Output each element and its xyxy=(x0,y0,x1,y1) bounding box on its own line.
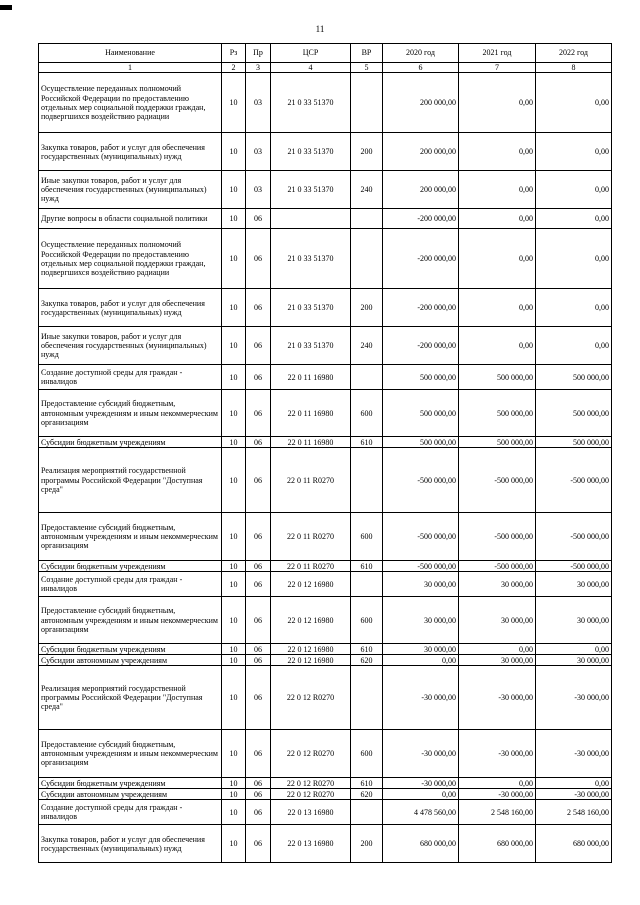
row-vr: 600 xyxy=(351,390,383,437)
row-rz: 10 xyxy=(222,437,246,448)
row-2022: 0,00 xyxy=(536,229,612,289)
row-rz: 10 xyxy=(222,666,246,730)
row-2020: 500 000,00 xyxy=(383,390,459,437)
row-2022: -500 000,00 xyxy=(536,561,612,572)
row-name: Реализация мероприятий государственной программы Российской Федерации "Доступная среда" xyxy=(39,666,222,730)
row-vr: 610 xyxy=(351,644,383,655)
row-pr: 03 xyxy=(246,73,271,133)
row-csr: 22 0 11 R0270 xyxy=(271,561,351,572)
row-2021: 30 000,00 xyxy=(459,655,536,666)
row-2022: -500 000,00 xyxy=(536,513,612,561)
row-rz: 10 xyxy=(222,561,246,572)
row-2020: 680 000,00 xyxy=(383,825,459,863)
row-rz: 10 xyxy=(222,171,246,209)
row-name: Закупка товаров, работ и услуг для обеспечения государственных (муниципальных) нужд xyxy=(39,825,222,863)
row-2021: 500 000,00 xyxy=(459,437,536,448)
column-number: 6 xyxy=(383,63,459,73)
row-2021: 0,00 xyxy=(459,229,536,289)
column-number: 8 xyxy=(536,63,612,73)
row-2020: -30 000,00 xyxy=(383,730,459,778)
row-2022: 500 000,00 xyxy=(536,390,612,437)
column-number: 4 xyxy=(271,63,351,73)
row-pr: 06 xyxy=(246,655,271,666)
row-2020: -500 000,00 xyxy=(383,561,459,572)
row-2020: -500 000,00 xyxy=(383,448,459,513)
row-rz: 10 xyxy=(222,597,246,644)
row-name: Субсидии автономным учреждениям xyxy=(39,655,222,666)
row-pr: 06 xyxy=(246,448,271,513)
table-row xyxy=(39,209,612,229)
row-2021: -500 000,00 xyxy=(459,561,536,572)
row-2022: -30 000,00 xyxy=(536,666,612,730)
row-2022: 680 000,00 xyxy=(536,825,612,863)
table-row xyxy=(39,666,612,730)
table-row xyxy=(39,229,612,289)
table-row xyxy=(39,778,612,789)
row-csr: 21 0 33 51370 xyxy=(271,133,351,171)
table-row xyxy=(39,437,612,448)
row-vr: 610 xyxy=(351,437,383,448)
budget-table-body xyxy=(39,73,612,863)
row-pr: 06 xyxy=(246,644,271,655)
row-rz: 10 xyxy=(222,209,246,229)
row-name: Закупка товаров, работ и услуг для обеспечения государственных (муниципальных) нужд xyxy=(39,289,222,327)
row-pr: 06 xyxy=(246,437,271,448)
header-vr: ВР xyxy=(351,44,383,63)
row-csr: 21 0 33 51370 xyxy=(271,171,351,209)
row-csr: 22 0 12 R0270 xyxy=(271,778,351,789)
row-vr: 200 xyxy=(351,133,383,171)
row-vr xyxy=(351,800,383,825)
row-rz: 10 xyxy=(222,289,246,327)
table-row xyxy=(39,390,612,437)
row-csr: 22 0 13 16980 xyxy=(271,800,351,825)
row-2020: -200 000,00 xyxy=(383,229,459,289)
row-pr: 06 xyxy=(246,513,271,561)
row-name: Субсидии автономным учреждениям xyxy=(39,789,222,800)
row-rz: 10 xyxy=(222,778,246,789)
row-2022: 500 000,00 xyxy=(536,437,612,448)
row-name: Иные закупки товаров, работ и услуг для обеспечения государственных (муниципальных) нужд xyxy=(39,327,222,365)
row-pr: 06 xyxy=(246,778,271,789)
page-number: 11 xyxy=(315,24,325,34)
row-2022: 30 000,00 xyxy=(536,655,612,666)
row-vr: 620 xyxy=(351,789,383,800)
row-pr: 06 xyxy=(246,365,271,390)
row-2021: 30 000,00 xyxy=(459,572,536,597)
row-rz: 10 xyxy=(222,229,246,289)
header-rz: Рз xyxy=(222,44,246,63)
column-number: 2 xyxy=(222,63,246,73)
header-csr: ЦСР xyxy=(271,44,351,63)
row-2022: 0,00 xyxy=(536,133,612,171)
row-2020: -500 000,00 xyxy=(383,513,459,561)
row-name: Предоставление субсидий бюджетным, автономным учреждениям и иным некоммерческим организациям xyxy=(39,513,222,561)
row-2022: -500 000,00 xyxy=(536,448,612,513)
row-2022: 0,00 xyxy=(536,171,612,209)
row-2022: 0,00 xyxy=(536,778,612,789)
row-vr: 200 xyxy=(351,825,383,863)
row-2022: 30 000,00 xyxy=(536,572,612,597)
row-csr: 22 0 13 16980 xyxy=(271,825,351,863)
row-2022: 0,00 xyxy=(536,289,612,327)
table-row xyxy=(39,597,612,644)
table-row xyxy=(39,448,612,513)
row-2021: -500 000,00 xyxy=(459,448,536,513)
row-csr: 22 0 12 16980 xyxy=(271,597,351,644)
row-pr: 06 xyxy=(246,209,271,229)
table-row xyxy=(39,289,612,327)
row-vr: 610 xyxy=(351,778,383,789)
row-2020: 200 000,00 xyxy=(383,171,459,209)
row-vr: 610 xyxy=(351,561,383,572)
row-vr xyxy=(351,73,383,133)
table-row xyxy=(39,561,612,572)
row-csr xyxy=(271,209,351,229)
row-vr: 200 xyxy=(351,289,383,327)
row-rz: 10 xyxy=(222,390,246,437)
row-name: Предоставление субсидий бюджетным, автономным учреждениям и иным некоммерческим организациям xyxy=(39,730,222,778)
row-2021: 30 000,00 xyxy=(459,597,536,644)
row-2020: -30 000,00 xyxy=(383,666,459,730)
row-vr: 600 xyxy=(351,597,383,644)
row-2020: -200 000,00 xyxy=(383,289,459,327)
row-csr: 22 0 12 16980 xyxy=(271,644,351,655)
table-row xyxy=(39,327,612,365)
column-number-row xyxy=(39,63,612,73)
row-pr: 06 xyxy=(246,390,271,437)
row-name: Субсидии бюджетным учреждениям xyxy=(39,778,222,789)
row-csr: 22 0 12 R0270 xyxy=(271,789,351,800)
row-name: Осуществление переданных полномочий Российской Федерации по предоставлению отдельных мер социальной поддержки граждан, подвергшихся воздействию радиации xyxy=(39,229,222,289)
row-vr: 600 xyxy=(351,730,383,778)
row-vr xyxy=(351,229,383,289)
table-row xyxy=(39,800,612,825)
header-pr: Пр xyxy=(246,44,271,63)
row-rz: 10 xyxy=(222,644,246,655)
row-vr xyxy=(351,448,383,513)
header-row xyxy=(39,44,612,63)
row-2022: -30 000,00 xyxy=(536,730,612,778)
table-row xyxy=(39,365,612,390)
row-csr: 21 0 33 51370 xyxy=(271,73,351,133)
row-2020: -200 000,00 xyxy=(383,327,459,365)
row-2020: 30 000,00 xyxy=(383,644,459,655)
row-csr: 21 0 33 51370 xyxy=(271,289,351,327)
row-name: Субсидии бюджетным учреждениям xyxy=(39,561,222,572)
row-2022: 30 000,00 xyxy=(536,597,612,644)
row-csr: 22 0 11 16980 xyxy=(271,437,351,448)
table-row xyxy=(39,171,612,209)
row-2022: 0,00 xyxy=(536,209,612,229)
row-pr: 06 xyxy=(246,597,271,644)
row-2020: -200 000,00 xyxy=(383,209,459,229)
table-row xyxy=(39,655,612,666)
row-2021: 500 000,00 xyxy=(459,365,536,390)
column-number: 1 xyxy=(39,63,222,73)
table-row xyxy=(39,133,612,171)
row-pr: 06 xyxy=(246,730,271,778)
row-2022: 2 548 160,00 xyxy=(536,800,612,825)
row-2021: 0,00 xyxy=(459,644,536,655)
row-vr xyxy=(351,666,383,730)
row-2021: -500 000,00 xyxy=(459,513,536,561)
row-pr: 06 xyxy=(246,229,271,289)
row-csr: 22 0 11 16980 xyxy=(271,365,351,390)
row-2020: 200 000,00 xyxy=(383,73,459,133)
table-row xyxy=(39,73,612,133)
column-number: 5 xyxy=(351,63,383,73)
row-vr: 620 xyxy=(351,655,383,666)
row-2021: 0,00 xyxy=(459,73,536,133)
row-name: Создание доступной среды для граждан - инвалидов xyxy=(39,365,222,390)
row-csr: 22 0 11 16980 xyxy=(271,390,351,437)
table-row xyxy=(39,513,612,561)
row-2022: 0,00 xyxy=(536,327,612,365)
row-rz: 10 xyxy=(222,789,246,800)
row-rz: 10 xyxy=(222,365,246,390)
row-pr: 06 xyxy=(246,825,271,863)
row-2021: 0,00 xyxy=(459,289,536,327)
row-name: Осуществление переданных полномочий Российской Федерации по предоставлению отдельных мер социальной поддержки граждан, подвергшихся воздействию радиации xyxy=(39,73,222,133)
header-2020: 2020 год xyxy=(383,44,459,63)
row-vr xyxy=(351,572,383,597)
row-2021: 0,00 xyxy=(459,171,536,209)
row-pr: 06 xyxy=(246,666,271,730)
row-rz: 10 xyxy=(222,572,246,597)
row-2021: 680 000,00 xyxy=(459,825,536,863)
row-rz: 10 xyxy=(222,730,246,778)
table-row xyxy=(39,644,612,655)
row-rz: 10 xyxy=(222,800,246,825)
row-name: Закупка товаров, работ и услуг для обеспечения государственных (муниципальных) нужд xyxy=(39,133,222,171)
row-2020: 30 000,00 xyxy=(383,597,459,644)
row-name: Реализация мероприятий государственной программы Российской Федерации "Доступная среда" xyxy=(39,448,222,513)
row-vr: 600 xyxy=(351,513,383,561)
row-2021: -30 000,00 xyxy=(459,789,536,800)
row-2021: 500 000,00 xyxy=(459,390,536,437)
row-pr: 06 xyxy=(246,561,271,572)
row-vr: 240 xyxy=(351,171,383,209)
row-2020: 30 000,00 xyxy=(383,572,459,597)
budget-table xyxy=(38,43,612,863)
row-name: Другие вопросы в области социальной политики xyxy=(39,209,222,229)
row-name: Субсидии бюджетным учреждениям xyxy=(39,644,222,655)
row-rz: 10 xyxy=(222,655,246,666)
row-2020: 200 000,00 xyxy=(383,133,459,171)
row-csr: 22 0 12 R0270 xyxy=(271,666,351,730)
row-vr: 240 xyxy=(351,327,383,365)
row-csr: 22 0 11 R0270 xyxy=(271,513,351,561)
row-name: Создание доступной среды для граждан - инвалидов xyxy=(39,800,222,825)
row-pr: 06 xyxy=(246,327,271,365)
row-name: Предоставление субсидий бюджетным, автономным учреждениям и иным некоммерческим организациям xyxy=(39,597,222,644)
row-pr: 06 xyxy=(246,572,271,597)
table-row xyxy=(39,789,612,800)
row-pr: 03 xyxy=(246,133,271,171)
row-pr: 06 xyxy=(246,789,271,800)
table-row xyxy=(39,730,612,778)
row-rz: 10 xyxy=(222,513,246,561)
row-2020: 0,00 xyxy=(383,789,459,800)
column-number: 7 xyxy=(459,63,536,73)
row-2020: 4 478 560,00 xyxy=(383,800,459,825)
row-name: Предоставление субсидий бюджетным, автономным учреждениям и иным некоммерческим организациям xyxy=(39,390,222,437)
row-2021: 2 548 160,00 xyxy=(459,800,536,825)
header-2022: 2022 год xyxy=(536,44,612,63)
row-rz: 10 xyxy=(222,133,246,171)
row-csr: 21 0 33 51370 xyxy=(271,229,351,289)
row-rz: 10 xyxy=(222,825,246,863)
header-2021: 2021 год xyxy=(459,44,536,63)
row-pr: 06 xyxy=(246,289,271,327)
row-pr: 03 xyxy=(246,171,271,209)
row-2022: 0,00 xyxy=(536,644,612,655)
row-2020: 0,00 xyxy=(383,655,459,666)
header-name: Наименование xyxy=(39,44,222,63)
row-name: Субсидии бюджетным учреждениям xyxy=(39,437,222,448)
row-csr: 22 0 12 16980 xyxy=(271,655,351,666)
row-name: Иные закупки товаров, работ и услуг для обеспечения государственных (муниципальных) нужд xyxy=(39,171,222,209)
row-rz: 10 xyxy=(222,448,246,513)
row-2020: 500 000,00 xyxy=(383,365,459,390)
row-2020: -30 000,00 xyxy=(383,778,459,789)
table-row xyxy=(39,825,612,863)
row-2020: 500 000,00 xyxy=(383,437,459,448)
row-2021: 0,00 xyxy=(459,327,536,365)
row-2022: 0,00 xyxy=(536,73,612,133)
row-vr xyxy=(351,209,383,229)
row-rz: 10 xyxy=(222,327,246,365)
row-csr: 21 0 33 51370 xyxy=(271,327,351,365)
row-csr: 22 0 12 16980 xyxy=(271,572,351,597)
row-2021: 0,00 xyxy=(459,133,536,171)
row-2022: 500 000,00 xyxy=(536,365,612,390)
row-rz: 10 xyxy=(222,73,246,133)
row-2021: -30 000,00 xyxy=(459,666,536,730)
row-csr: 22 0 11 R0270 xyxy=(271,448,351,513)
row-csr: 22 0 12 R0270 xyxy=(271,730,351,778)
column-number: 3 xyxy=(246,63,271,73)
row-2021: -30 000,00 xyxy=(459,730,536,778)
row-2022: -30 000,00 xyxy=(536,789,612,800)
row-vr xyxy=(351,365,383,390)
row-name: Создание доступной среды для граждан - инвалидов xyxy=(39,572,222,597)
table-row xyxy=(39,572,612,597)
row-pr: 06 xyxy=(246,800,271,825)
row-2021: 0,00 xyxy=(459,778,536,789)
row-2021: 0,00 xyxy=(459,209,536,229)
scan-mark xyxy=(0,5,12,10)
